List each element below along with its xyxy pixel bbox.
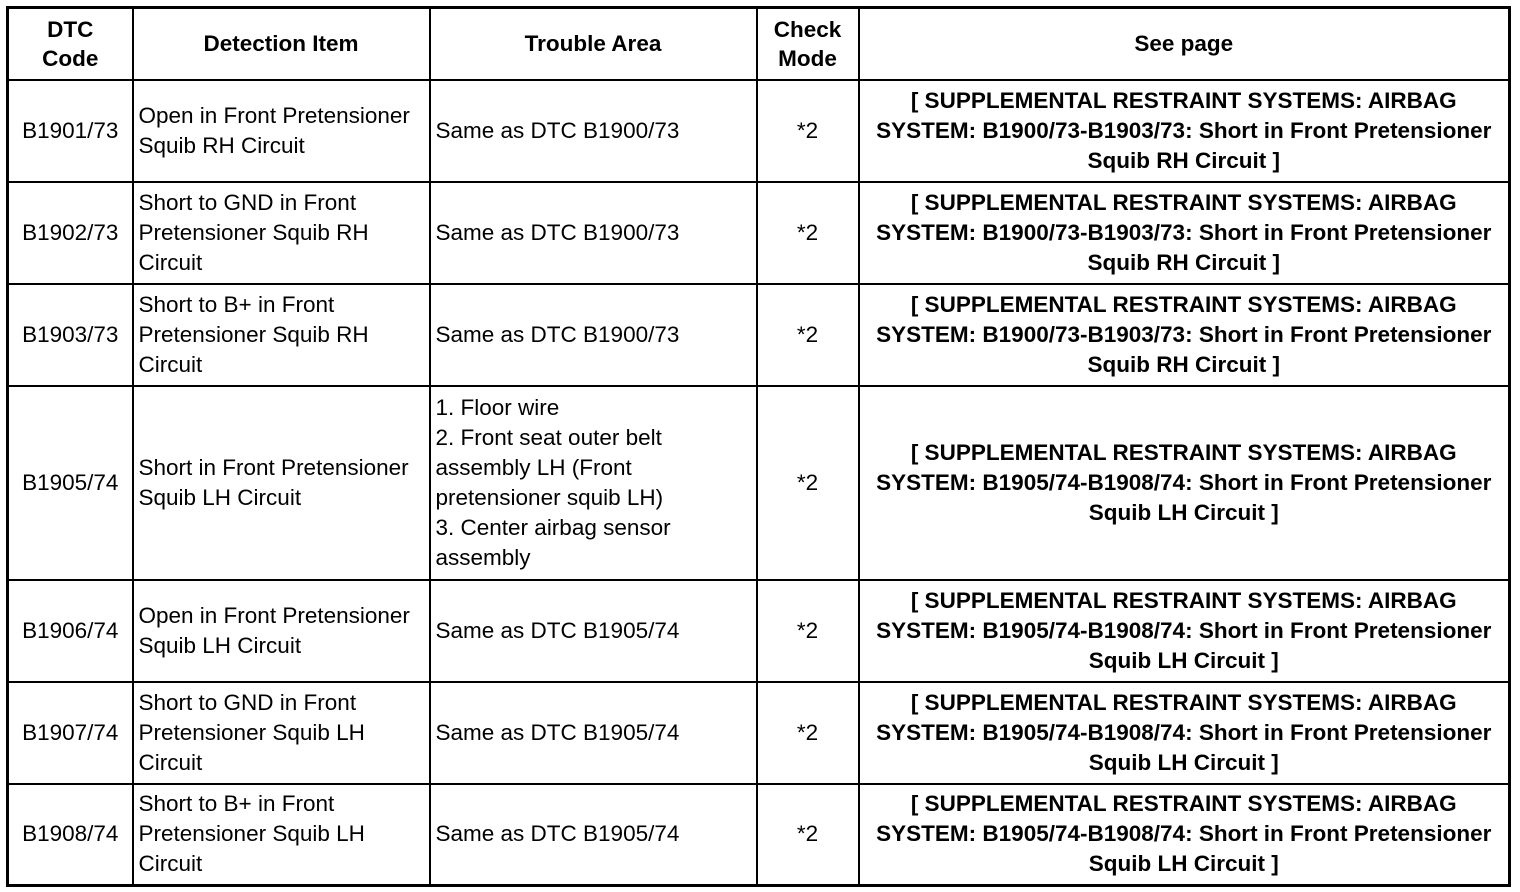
header-dtc-code-line2: Code xyxy=(42,45,99,71)
detection-item: Open in Front Pretensioner Squib LH Circuit xyxy=(133,580,430,682)
header-check-mode xyxy=(757,8,859,80)
check-mode: *2 xyxy=(757,284,859,386)
see-page-link[interactable]: [ SUPPLEMENTAL RESTRAINT SYSTEMS: AIRBAG SYSTEM: B1900/73-B1903/73: Short in Front Pretensioner Squib RH Circuit ] xyxy=(859,182,1510,284)
header-check-mode-line2: Mode xyxy=(778,45,837,71)
header-row xyxy=(8,8,1510,80)
detection-item: Short to GND in Front Pretensioner Squib RH Circuit xyxy=(133,182,430,284)
dtc-code: B1907/74 xyxy=(8,682,133,784)
trouble-area xyxy=(430,580,757,682)
trouble-area-line: Same as DTC B1905/74 xyxy=(435,719,680,745)
check-mode: *2 xyxy=(757,682,859,784)
dtc-code: B1903/73 xyxy=(8,284,133,386)
table-row xyxy=(8,386,1510,580)
dtc-code: B1906/74 xyxy=(8,580,133,682)
see-page-link[interactable]: [ SUPPLEMENTAL RESTRAINT SYSTEMS: AIRBAG SYSTEM: B1905/74-B1908/74: Short in Front Pretensioner Squib LH Circuit ] xyxy=(859,386,1510,580)
table-row xyxy=(8,784,1510,886)
trouble-area xyxy=(430,386,757,580)
trouble-area-line: Same as DTC B1900/73 xyxy=(435,219,680,245)
table-row xyxy=(8,182,1510,284)
header-trouble-area: Trouble Area xyxy=(430,8,757,80)
trouble-area xyxy=(430,784,757,886)
trouble-area-line: Same as DTC B1905/74 xyxy=(435,617,680,643)
check-mode: *2 xyxy=(757,182,859,284)
header-check-mode-line1: Check xyxy=(773,16,842,42)
table-row xyxy=(8,80,1510,182)
detection-item: Short to B+ in Front Pretensioner Squib LH Circuit xyxy=(133,784,430,886)
check-mode: *2 xyxy=(757,80,859,182)
trouble-area-line: Same as DTC B1900/73 xyxy=(435,321,680,347)
dtc-code: B1902/73 xyxy=(8,182,133,284)
trouble-area xyxy=(430,80,757,182)
trouble-area xyxy=(430,682,757,784)
table-row xyxy=(8,284,1510,386)
check-mode: *2 xyxy=(757,580,859,682)
trouble-area-line: Same as DTC B1905/74 xyxy=(435,821,680,847)
trouble-area xyxy=(430,182,757,284)
dtc-code: B1908/74 xyxy=(8,784,133,886)
header-see-page: See page xyxy=(859,8,1510,80)
trouble-area-line: 2. Front seat outer belt assembly LH (Front pretensioner squib LH) xyxy=(435,424,664,510)
dtc-table xyxy=(6,6,1511,887)
check-mode: *2 xyxy=(757,386,859,580)
dtc-code: B1901/73 xyxy=(8,80,133,182)
see-page-link[interactable]: [ SUPPLEMENTAL RESTRAINT SYSTEMS: AIRBAG SYSTEM: B1905/74-B1908/74: Short in Front Pretensioner Squib LH Circuit ] xyxy=(859,580,1510,682)
check-mode: *2 xyxy=(757,784,859,886)
table-row xyxy=(8,682,1510,784)
header-dtc-code xyxy=(8,8,133,80)
see-page-link[interactable]: [ SUPPLEMENTAL RESTRAINT SYSTEMS: AIRBAG SYSTEM: B1905/74-B1908/74: Short in Front Pretensioner Squib LH Circuit ] xyxy=(859,682,1510,784)
see-page-link[interactable]: [ SUPPLEMENTAL RESTRAINT SYSTEMS: AIRBAG SYSTEM: B1900/73-B1903/73: Short in Front Pretensioner Squib RH Circuit ] xyxy=(859,284,1510,386)
trouble-area-line: 3. Center airbag sensor assembly xyxy=(435,514,671,570)
detection-item: Short to GND in Front Pretensioner Squib LH Circuit xyxy=(133,682,430,784)
detection-item: Short in Front Pretensioner Squib LH Circuit xyxy=(133,386,430,580)
trouble-area-line: 1. Floor wire xyxy=(435,394,560,420)
trouble-area-line: Same as DTC B1900/73 xyxy=(435,117,680,143)
see-page-link[interactable]: [ SUPPLEMENTAL RESTRAINT SYSTEMS: AIRBAG SYSTEM: B1900/73-B1903/73: Short in Front Pretensioner Squib RH Circuit ] xyxy=(859,80,1510,182)
trouble-area xyxy=(430,284,757,386)
table-row xyxy=(8,580,1510,682)
detection-item: Open in Front Pretensioner Squib RH Circuit xyxy=(133,80,430,182)
see-page-link[interactable]: [ SUPPLEMENTAL RESTRAINT SYSTEMS: AIRBAG SYSTEM: B1905/74-B1908/74: Short in Front Pretensioner Squib LH Circuit ] xyxy=(859,784,1510,886)
dtc-code: B1905/74 xyxy=(8,386,133,580)
header-detection-item: Detection Item xyxy=(133,8,430,80)
detection-item: Short to B+ in Front Pretensioner Squib RH Circuit xyxy=(133,284,430,386)
header-dtc-code-line1: DTC xyxy=(47,16,94,42)
